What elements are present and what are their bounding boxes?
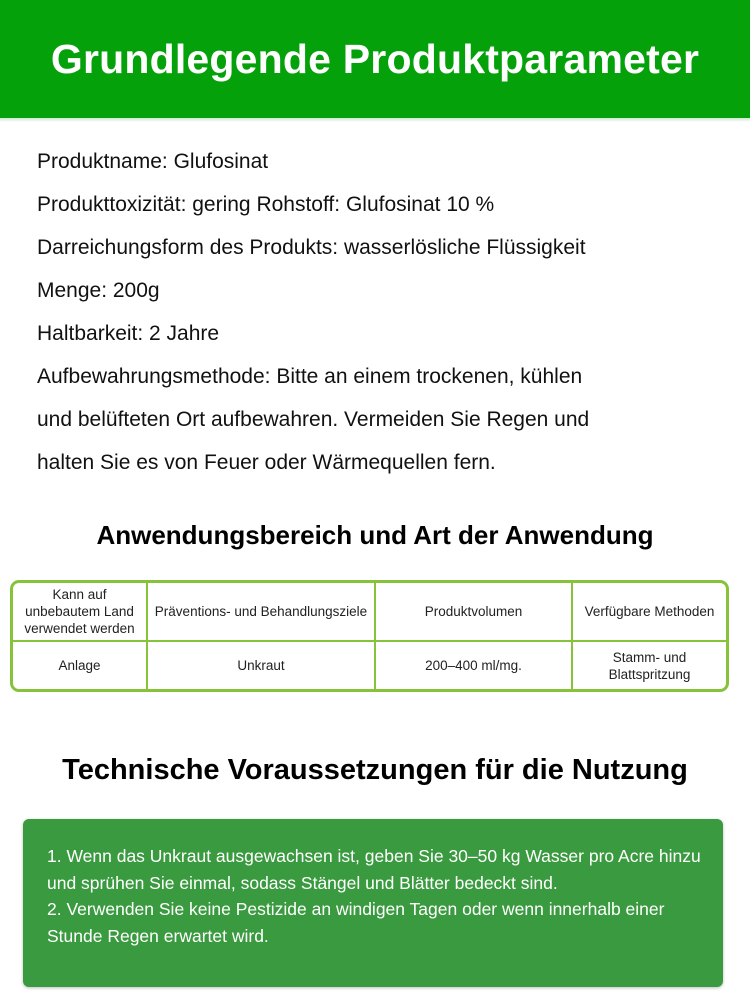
table-cell: Anlage — [13, 642, 148, 689]
param-storage-line-2: und belüfteten Ort aufbewahren. Vermeiden Sie Regen und — [37, 408, 590, 431]
table-cell: 200–400 ml/mg. — [376, 642, 573, 689]
technical-section-title: Technische Voraussetzungen für die Nutzung — [62, 754, 688, 786]
param-storage-line-3: halten Sie es von Feuer oder Wärmequellen fern. — [37, 451, 496, 474]
page-title: Grundlegende Produktparameter — [50, 35, 700, 82]
table-header-cell: Kann auf unbebautem Land verwendet werden — [13, 583, 148, 642]
table-header-cell: Produktvolumen — [376, 583, 573, 642]
header-divider — [0, 118, 750, 122]
param-toxicity: Produkttoxizität: gering Rohstoff: Glufosinat 10 % — [37, 193, 495, 216]
technical-instructions-box — [23, 819, 723, 987]
table-cell: Unkraut — [148, 642, 376, 689]
table-cell: Stamm- und Blattspritzung — [608, 649, 691, 682]
instruction-item: 1. Wenn das Unkraut ausgewachsen ist, geben Sie 30–50 kg Wasser pro Acre hinzu und sprühen Sie einmal, sodass Stängel und Blätter bedeckt sind. — [47, 846, 701, 893]
usage-section-title: Anwendungsbereich und Art der Anwendung — [96, 520, 654, 550]
table-header-cell: Verfügbare Methoden — [573, 583, 726, 642]
param-product-name: Produktname: Glufosinat — [37, 150, 269, 173]
header-banner — [0, 0, 750, 118]
table-header-cell: Präventions- und Behandlungsziele — [148, 583, 376, 642]
instruction-item: 2. Verwenden Sie keine Pestizide an windigen Tagen oder wenn innerhalb einer Stunde Regen erwartet wird. — [47, 899, 665, 946]
product-parameters — [37, 140, 717, 484]
param-dosage-form: Darreichungsform des Produkts: wasserlösliche Flüssigkeit — [37, 236, 586, 259]
param-shelf-life: Haltbarkeit: 2 Jahre — [37, 322, 220, 345]
usage-table — [10, 580, 729, 692]
param-storage-line-1: Aufbewahrungsmethode: Bitte an einem trockenen, kühlen — [37, 365, 583, 388]
param-quantity: Menge: 200g — [37, 279, 160, 302]
